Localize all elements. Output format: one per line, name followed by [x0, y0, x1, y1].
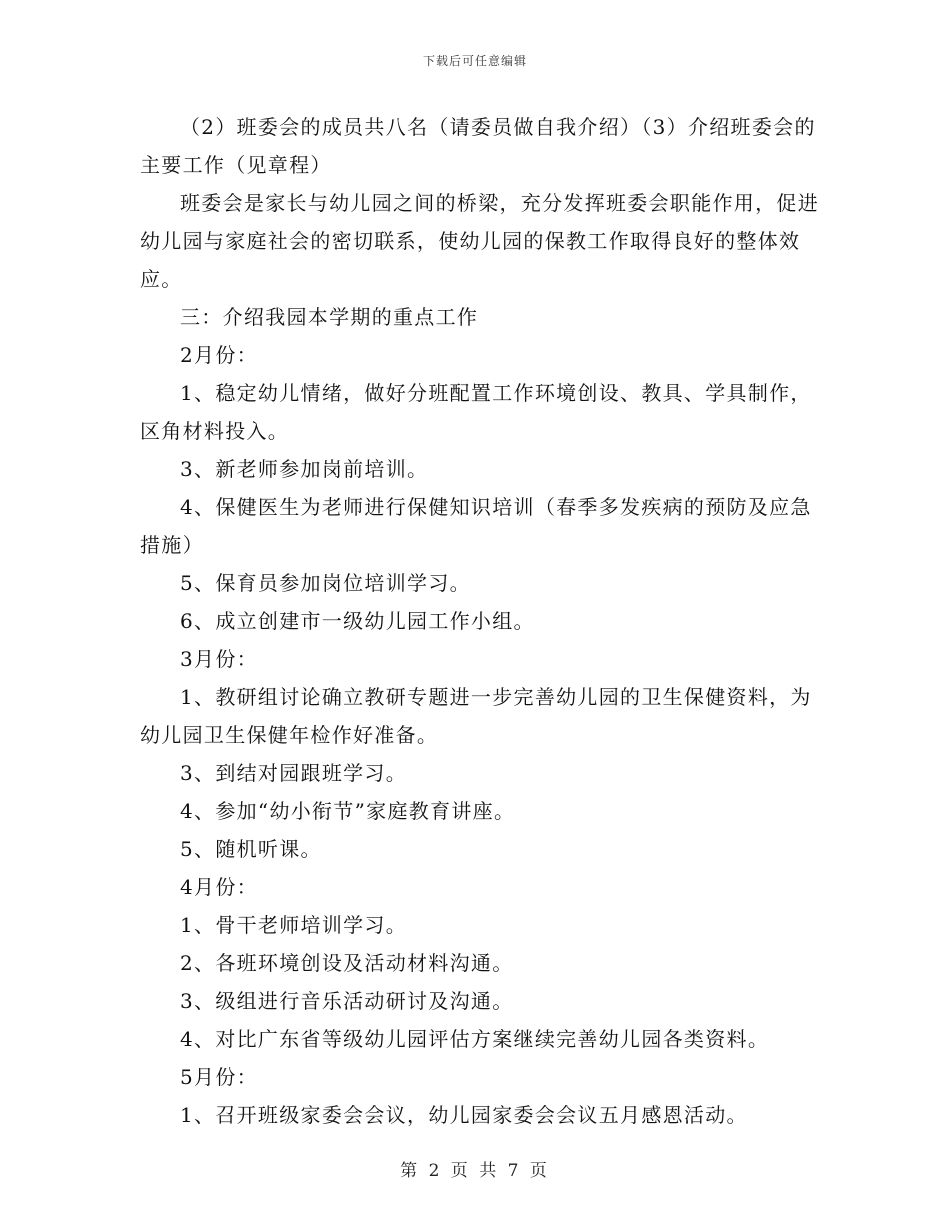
month-heading: 5月份： — [180, 1065, 258, 1089]
paragraph: （2）班委会的成员共八名（请委员做自我介绍）（3）介绍班委会的主要工作（见章程） — [140, 115, 816, 177]
document-body — [140, 108, 830, 1134]
list-item: 6、成立创建市一级幼儿园工作小组。 — [180, 609, 535, 633]
list-item: 1、教研组讨论确立教研专题进一步完善幼儿园的卫生保健资料，为幼儿园卫生保健年检作好准备。 — [140, 685, 812, 747]
month-heading: 4月份： — [180, 875, 258, 899]
list-item: 4、参加“幼小衔节”家庭教育讲座。 — [180, 799, 516, 823]
list-item: 3、到结对园跟班学习。 — [180, 761, 408, 785]
month-heading: 3月份： — [180, 647, 258, 671]
list-item: 1、骨干老师培训学习。 — [180, 913, 408, 937]
list-item: 3、级组进行音乐活动研讨及沟通。 — [180, 989, 514, 1013]
list-item: 1、稳定幼儿情绪，做好分班配置工作环境创设、教具、学具制作，区角材料投入。 — [140, 381, 812, 443]
page-header: 下载后可任意编辑 — [422, 54, 527, 68]
section-heading: 三：介绍我园本学期的重点工作 — [180, 305, 479, 329]
paragraph: 班委会是家长与幼儿园之间的桥梁，充分发挥班委会职能作用，促进幼儿园与家庭社会的密切联系，使幼儿园的保教工作取得良好的整体效应。 — [140, 191, 819, 291]
list-item: 5、保育员参加岗位培训学习。 — [180, 571, 471, 595]
list-item: 2、各班环境创设及活动材料沟通。 — [180, 951, 514, 975]
list-item: 4、保健医生为老师进行保健知识培训（春季多发疾病的预防及应急措施） — [140, 495, 812, 557]
list-item: 3、新老师参加岗前培训。 — [180, 457, 429, 481]
list-item: 5、随机听课。 — [180, 837, 322, 861]
month-heading: 2月份： — [180, 343, 258, 367]
page-number: 第 2 页 共 7 页 — [400, 1161, 550, 1181]
list-item: 1、召开班级家委会会议，幼儿园家委会会议五月感恩活动。 — [180, 1103, 748, 1127]
list-item: 4、对比广东省等级幼儿园评估方案继续完善幼儿园各类资料。 — [180, 1027, 770, 1051]
